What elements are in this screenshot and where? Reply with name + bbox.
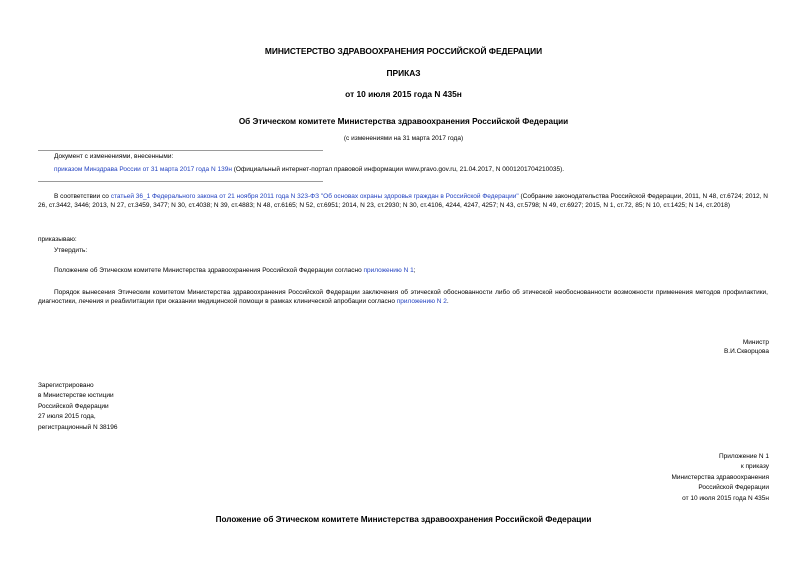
registration-line: Российской Федерации bbox=[38, 402, 109, 410]
registration-line: в Министерстве юстиции bbox=[38, 392, 114, 400]
amendment-source: (Официальный интернет-портал правовой информации www.pravo.gov.ru, 21.04.2017, N 0001201704210035). bbox=[231, 166, 565, 173]
appendix-2-link[interactable]: приложению N 2 bbox=[396, 297, 447, 305]
approve-word: Утвердить: bbox=[54, 247, 88, 254]
registration-line: регистрационный N 38196 bbox=[38, 423, 118, 431]
revision-note: (с изменениями на 31 марта 2017 года) bbox=[343, 135, 464, 142]
item-1-paragraph bbox=[38, 267, 768, 276]
preamble-paragraph bbox=[38, 193, 768, 211]
appendix-line: к приказу bbox=[740, 463, 769, 471]
item-1-end: ; bbox=[413, 267, 416, 274]
order-word: приказываю: bbox=[38, 236, 77, 243]
item-1-text: Положение об Этическом комитете Министерства здравоохранения Российской Федерации согласно bbox=[54, 267, 364, 274]
changes-top-rule bbox=[38, 150, 323, 151]
registration-block bbox=[38, 381, 118, 433]
changes-bottom-rule bbox=[38, 181, 323, 182]
changes-line bbox=[54, 166, 564, 175]
item-2-end: . bbox=[446, 297, 449, 305]
appendix-line: Российской Федерации bbox=[698, 484, 769, 492]
document-title: Об Этическом комитете Министерства здравоохранения Российской Федерации bbox=[238, 117, 569, 126]
appendix-header-block bbox=[672, 452, 770, 504]
appendix-line: от 10 июля 2015 года N 435н bbox=[682, 494, 769, 502]
doc-date-number: от 10 июля 2015 года N 435н bbox=[345, 89, 462, 99]
appendix-line: Приложение N 1 bbox=[718, 453, 769, 460]
amendment-link[interactable]: приказом Минздрава России от 31 марта 2017 года N 139н bbox=[54, 166, 232, 173]
appendix-1-link[interactable]: приложению N 1 bbox=[363, 267, 414, 274]
federal-law-link[interactable]: статьей 36_1 Федерального закона от 21 ноября 2011 года N 323-ФЗ "Об основах охраны здоровья граждан в Российской Федерации" bbox=[110, 193, 519, 200]
item-2-text: Порядок вынесения Этическим комитетом Министерства здравоохранения Российской Федерации заключения об этической обоснованности либо об этической необоснованности возможности применения методов профилактики, диагностики, лечения и реабилитации при оказании медицинской помощи в рамках клинической апробации согласно bbox=[38, 289, 768, 305]
appendix-line: Министерства здравоохранения bbox=[671, 473, 769, 481]
registration-line: 27 июля 2015 года, bbox=[38, 413, 96, 421]
signature-position: Министр bbox=[742, 339, 769, 346]
preamble-prefix: В соответствии со bbox=[54, 193, 111, 200]
item-2-paragraph bbox=[38, 289, 768, 307]
signature-block bbox=[724, 339, 769, 357]
doc-type-heading: ПРИКАЗ bbox=[386, 68, 421, 78]
changes-intro: Документ с изменениями, внесенными: bbox=[54, 153, 174, 160]
appendix-title: Положение об Этическом комитете Министерства здравоохранения Российской Федерации bbox=[215, 515, 592, 524]
ministry-heading: МИНИСТЕРСТВО ЗДРАВООХРАНЕНИЯ РОССИЙСКОЙ ФЕДЕРАЦИИ bbox=[264, 46, 543, 56]
signature-name: В.И.Скворцова bbox=[723, 347, 769, 355]
registration-line: Зарегистрировано bbox=[38, 382, 94, 389]
preamble-citations: (Собрание законодательства Российской Федерации, 2011, N 48, ст.6724; 2012, N 26, ст.3442, 3446; 2013, N 27, ст.3459, 3477; N 30, ст.4038; N 39, ст.4883; N 48, ст.6165; N 52, ст.6951; 2014, N 23, ст.2930; N 30, ст.4106, 4244, 4247, 4257; N 43, ст.5798; N 49, ст.6927; 2015, N 1, ст.72, 85; N 10, ст.1425; N 14, ст.2018) bbox=[38, 193, 768, 209]
